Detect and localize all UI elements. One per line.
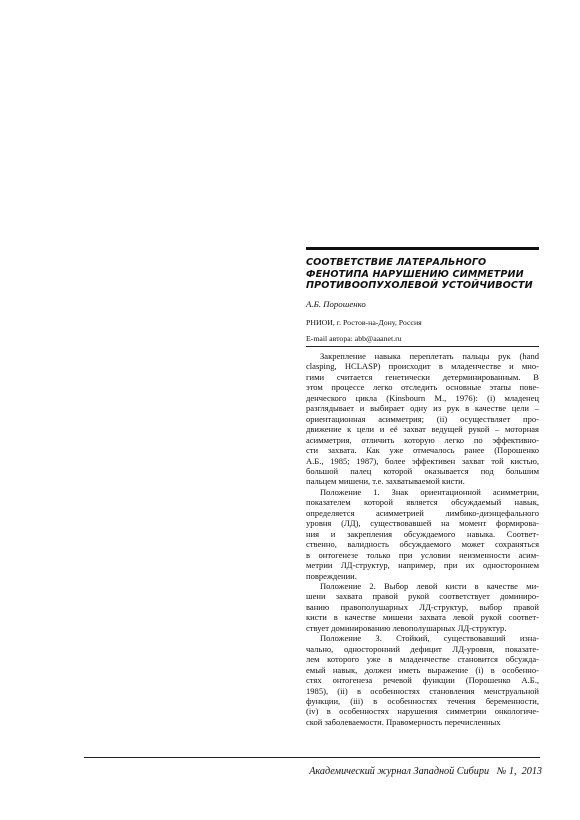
text-line: ориентационная асимметрия; (ii) осуществляет про- bbox=[306, 413, 539, 424]
text-line: большой палец которой оказывается под большим bbox=[306, 465, 539, 476]
text-line: Положение 1. Знак ориентационной асимметрии, bbox=[320, 486, 539, 497]
title-line: ФЕНОТИПА НАРУШЕНИЮ СИММЕТРИИ bbox=[306, 268, 524, 280]
text-line: определяется асимметрией лимбико-диэнцефального bbox=[306, 507, 539, 518]
footer-rule bbox=[84, 757, 540, 758]
article-body bbox=[306, 351, 539, 727]
author-affiliation: РНИОИ, г. Ростов-на-Дону, Россия bbox=[306, 318, 422, 327]
text-line: Положение 3. Стойкий, существовавший изна- bbox=[320, 633, 539, 644]
body-paragraph bbox=[306, 581, 539, 633]
text-line: (iv) в особенностях нарушения симметрии онкологиче- bbox=[306, 706, 539, 717]
title-line: СООТВЕТСТВИЕ ЛАТЕРАЛЬНОГО bbox=[306, 257, 487, 268]
text-line: шени захвата правой рукой соответствует доминиро- bbox=[306, 591, 539, 602]
text-line: повреждении. bbox=[306, 570, 357, 581]
text-line: этом процессе легко отследить основные этапы пове- bbox=[306, 382, 539, 393]
author-email: E-mail автора: abb@aaanet.ru bbox=[306, 334, 402, 343]
text-line: ствует доминированию левополушарных ЛД-структур. bbox=[306, 622, 507, 633]
title-line: ПРОТИВООПУХОЛЕВОЙ УСТОЙЧИВОСТИ bbox=[306, 280, 533, 291]
body-paragraph bbox=[306, 351, 539, 487]
body-paragraph bbox=[306, 487, 539, 581]
title-top-rule bbox=[306, 247, 539, 250]
text-line: показателем которой является обсуждаемый навык, bbox=[306, 497, 539, 508]
text-line: чально, односторонний дефицит ЛД-уровня, показате- bbox=[306, 643, 539, 654]
text-line: движение к цели и её захват ведущей рукой – моторная bbox=[306, 424, 539, 435]
header-divider bbox=[306, 346, 539, 347]
text-line: пальцем мишени, т.е. захватываемой кисти. bbox=[306, 476, 465, 487]
journal-issue: № 1, bbox=[496, 766, 517, 777]
text-line: метрии ЛД-структур, например, при их одностороннем bbox=[306, 560, 539, 571]
text-line: сти захвата. Как уже отмечалось ранее (Порошенко bbox=[306, 445, 539, 456]
text-line: стях онтогенеза речевой функции (Порошенко А.Б., bbox=[306, 675, 539, 686]
text-line: Положение 2. Выбор левой кисти в качестве ми- bbox=[320, 580, 539, 591]
text-line: функции, (iii) в особенностях течения беременности, bbox=[306, 695, 539, 706]
text-line: 1985), (ii) в особенностях становления менструальной bbox=[306, 685, 539, 696]
body-paragraph bbox=[306, 633, 539, 727]
text-line: ванию правополушарных ЛД-структур, выбор правой bbox=[306, 601, 539, 612]
text-line: гими считается генетически детерминированным. В bbox=[306, 371, 539, 382]
article-title bbox=[306, 257, 546, 292]
text-line: А.Б., 1985; 1987), более эффективен захват той кистью, bbox=[306, 455, 539, 466]
text-line: лем которого уже в младенчестве становится обсужда- bbox=[306, 654, 539, 665]
text-line: кисти в качестве мишени захвата левой рукой соответ- bbox=[306, 612, 539, 623]
text-line: ственно, валидность обсуждаемого может сохраняться bbox=[306, 539, 539, 550]
text-line: разглядывает и выбирает одну из рук в качестве цели – bbox=[306, 403, 539, 414]
article-author: А.Б. Порошенко bbox=[306, 299, 366, 309]
page-footer bbox=[272, 766, 542, 777]
text-line: Закрепление навыка переплетать пальцы рук (hand bbox=[320, 351, 539, 361]
text-line: ния и закрепления обсуждаемого навыка. Соответ- bbox=[306, 528, 539, 539]
text-line: в онтогенезе только при условии неизменности асим- bbox=[306, 549, 539, 560]
journal-name: Академический журнал Западной Сибири bbox=[309, 766, 490, 777]
text-line: clasping, HCLASP) происходит в младенчестве и мно- bbox=[306, 361, 539, 372]
text-line: асимметрия, отличить которую легко по эффективно- bbox=[306, 434, 539, 445]
text-line: емый навык, должен иметь выражение (i) в особенно- bbox=[306, 664, 539, 675]
text-line: уровня (ЛД), существовавшей на момент формирова- bbox=[306, 518, 539, 529]
journal-year: 2013 bbox=[521, 766, 542, 777]
text-line: денческого цикла (Kinsbourn M., 1976): (i) младенец bbox=[306, 392, 539, 403]
text-line: ской заболеваемости. Правомерность перечисленных bbox=[306, 716, 501, 727]
